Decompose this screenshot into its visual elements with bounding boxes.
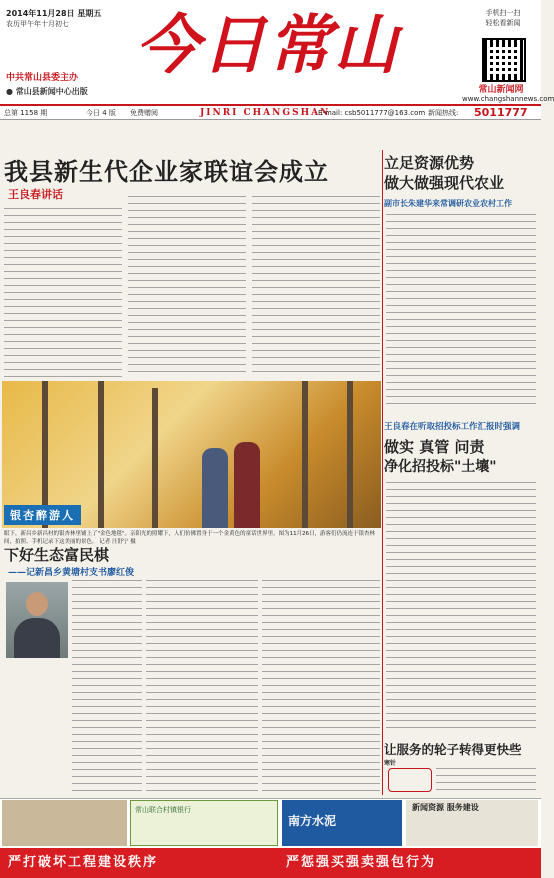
lunar-date: 农历甲午年十月初七 [6, 20, 69, 28]
center-text: 常山县新闻中心出版 [15, 87, 88, 96]
right-body1 [386, 214, 536, 410]
issue-total: 总第 1158 期 [4, 109, 48, 117]
site-name: 常山新闻网 [478, 85, 524, 95]
publishing-center: ● 常山县新闻中心出版 [6, 87, 88, 96]
right-h2: 王良春在听取招投标工作汇报时强调 [384, 422, 521, 432]
sub-body-col3 [262, 580, 380, 792]
right-h1b: 做大做强现代农业 [384, 174, 505, 192]
sub-headline2: ——记新昌乡黄塘村支书廖红俊 [8, 568, 135, 578]
masthead-date-block [6, 8, 116, 30]
right-h1a: 立足资源优势 [384, 154, 475, 172]
sub-body-col2 [146, 580, 258, 792]
footer-banner [0, 848, 541, 878]
right-body2 [386, 482, 536, 732]
newspaper-logo: 今日常山 [135, 8, 400, 83]
ad-bank-text: 常山联合村镇银行 [135, 806, 191, 814]
photo-caption: 眼下，新昌乡新昌村的银杏林里铺上了"金色地毯"。亲阳光的照耀下，人们仿佛置身于一个金黄色的童话世界里。图为11月26日，游客们仍流连于银杏林间，拍照、手机记录下这美丽的景色。 记者 汪舒宁 摄 [4, 531, 376, 545]
qr-code-icon[interactable] [482, 38, 526, 82]
ad-bank[interactable] [130, 800, 278, 846]
ad-service-text: 新闻资源 服务建设 [412, 803, 479, 812]
free-label: 免费赠阅 [130, 109, 158, 117]
site-url[interactable]: www.changshannews.com [462, 95, 554, 103]
lead-byline: 王良春讲话 [8, 188, 63, 201]
ad-left[interactable] [2, 800, 127, 846]
right-h3b: 净化招投标"土壤" [384, 459, 497, 475]
hotline-label: 新闻热线: [428, 109, 459, 117]
footer-left: 严打破坏工程建设秩序 [8, 855, 159, 870]
mascot-image [388, 768, 432, 792]
footer-right: 严惩强买强卖强包行为 [286, 855, 437, 870]
app-promo-line2: 轻松看新闻 [485, 19, 521, 27]
app-promo-line1: 手机扫一扫 [485, 9, 521, 17]
sub-headline: 下好生态富民棋 [4, 546, 110, 564]
site-info[interactable] [462, 85, 554, 104]
sub-body-col1 [72, 580, 142, 792]
right-body3 [436, 768, 536, 792]
lead-body-col3 [252, 196, 380, 378]
lead-body-col1 [4, 208, 122, 378]
ad-cement-text: 南方水泥 [288, 814, 337, 828]
right-h4: 让服务的轮子转得更快些 [384, 742, 522, 757]
publisher: 中共常山县委主办 [6, 73, 79, 83]
right-h4-sub: 寒针 [384, 760, 397, 767]
ad-cement[interactable] [282, 800, 402, 846]
app-promo [470, 8, 536, 28]
lead-body-col2 [128, 196, 246, 378]
portrait-photo [6, 582, 68, 658]
right-h1-sub: 副市长朱建华来常调研农业农村工作 [384, 199, 512, 208]
pinyin-title: JINRI CHANGSHAN [200, 108, 331, 118]
right-h3a: 做实 真管 问责 [384, 438, 485, 456]
issue-date: 2014年11月28日 星期五 [6, 9, 102, 18]
page-count: 今日 4 版 [86, 109, 116, 117]
photo-tag: 银杏醉游人 [4, 505, 81, 525]
ad-service[interactable] [406, 800, 538, 846]
column-divider [382, 150, 383, 795]
lead-headline: 我县新生代企业家联谊会成立 [4, 158, 329, 186]
email[interactable]: E-mail: csb5011777@163.com [318, 109, 426, 117]
info-bar [0, 104, 541, 120]
hotline-number[interactable]: 5011777 [474, 106, 528, 119]
